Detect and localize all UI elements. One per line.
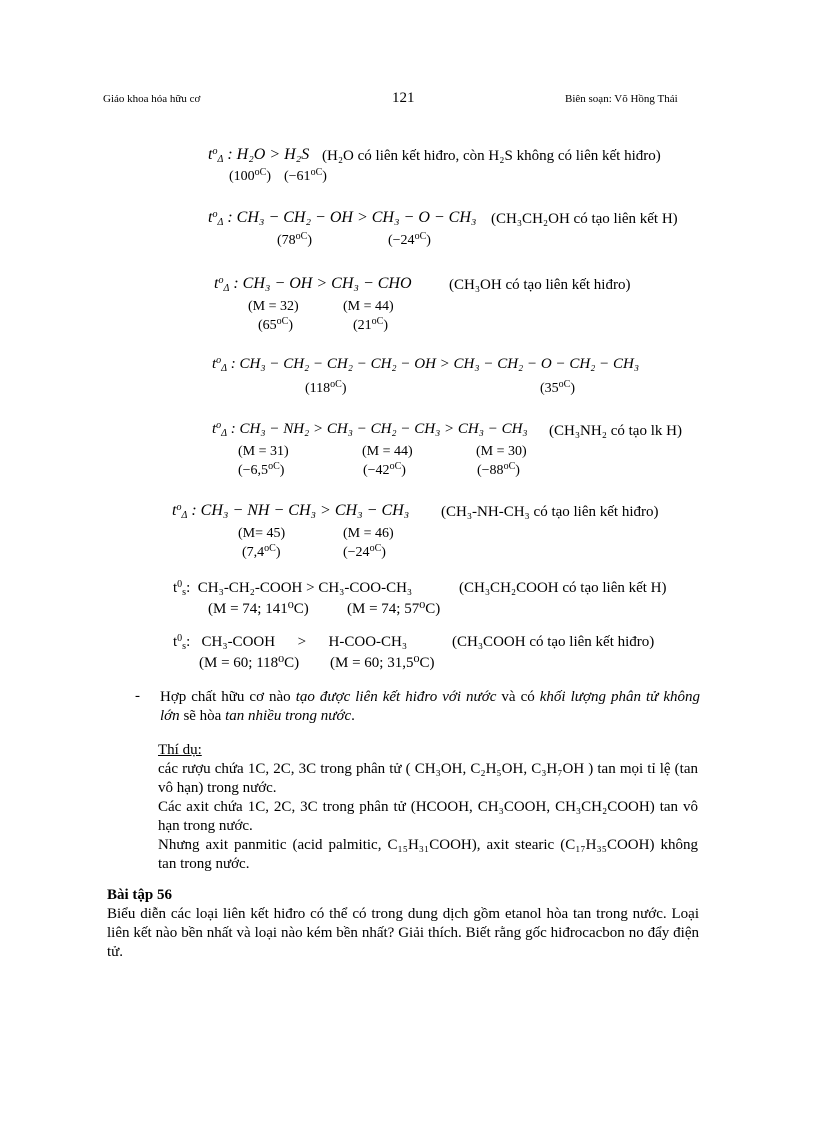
exercise-text: Biểu diễn các loại liên kết hiđro có thể có trong dung dịch gồm etanol hòa tan trong nước. Loại liên kết nào bền nhất và loại nào kém bền nhất? Giải thích. Biết rằng gốc hiđrocacbon no đẩy điện tử. <box>107 906 699 960</box>
comparison-3-value-a: $(65^{oC})$ <box>258 316 294 333</box>
comparison-5-value-c: $(-88^{oC})$ <box>477 461 520 478</box>
comparison-3-note: (CH₃OH có tạo liên kết hiđro) <box>449 277 631 293</box>
comparison-3-value-b: $(21^{oC})$ <box>353 316 389 333</box>
comparison-8-value-b: (M = 60; 31,5⁰C) <box>330 655 435 671</box>
comparison-5-mass-b: (M = 44) <box>362 444 413 459</box>
comparison-5-value-b: $(-42^{oC})$ <box>363 461 406 478</box>
page-number: 121 <box>392 90 415 106</box>
comparison-5-mass-a: (M = 31) <box>238 444 289 459</box>
comparison-3-mass-b: (M = 44) <box>343 299 394 314</box>
bullet-dash: - <box>135 688 140 704</box>
bullet-text: Hợp chất hữu cơ nào tạo được liên kết hiđro với nước và có khối lượng phân tử không lớn sẽ hòa tan nhiều trong nước. <box>160 689 701 724</box>
comparison-3-mass-a: (M = 32) <box>248 299 299 314</box>
comparison-6-mass-a: (M= 45) <box>238 526 286 541</box>
comparison-2-value-a: $(78^{oC})$ <box>277 231 313 248</box>
comparison-5-value-a: $(-6,5^{oC})$ <box>238 461 285 478</box>
comparison-2-note: (CH₃CH₂OH có tạo liên kết H) <box>491 211 678 227</box>
comparison-4-value-a: $(118^{oC})$ <box>305 379 347 396</box>
example-title: Thí dụ: <box>158 742 202 758</box>
comparison-2-value-b: $(-24^{oC})$ <box>388 231 431 248</box>
comparison-1-value-b: $(-61^{oC})$ <box>284 167 327 184</box>
comparison-2-formula: $t^o_\Delta$ : CH₃ − CH₂ − OH > CH₃ − O − CH₃ <box>208 209 477 228</box>
comparison-4-value-b: $(35^{oC})$ <box>540 379 576 396</box>
comparison-1-note: (H₂O có liên kết hiđro, còn H₂S không có liên kết hiđro) <box>322 148 661 164</box>
comparison-3-formula: $t^o_\Delta$ : CH₃ − OH > CH₃ − CHO <box>214 275 412 294</box>
comparison-7-value-b: (M = 74; 57⁰C) <box>347 601 441 617</box>
comparison-1-formula: $t^o_\Delta$ : H₂O > H₂S <box>208 146 310 165</box>
exercise-title: Bài tập 56 <box>107 887 173 903</box>
example-line-3: Nhưng axit panmitic (acid palmitic, C₁₅H₃₁COOH), axit stearic (C₁₇H₃₅COOH) không tan trong nước. <box>158 837 698 872</box>
comparison-8-note: (CH₃COOH có tạo liên kết hiđro) <box>452 634 655 650</box>
comparison-7-note: (CH₃CH₂COOH có tạo liên kết H) <box>459 580 667 596</box>
example-line-2: Các axit chứa 1C, 2C, 3C trong phân tử (HCOOH, CH₃COOH, CH₃CH₂COOH) tan vô hạn trong nước. <box>158 799 698 834</box>
comparison-6-value-a: $(7,4^{oC})$ <box>242 543 281 560</box>
example-line-1: các rượu chứa 1C, 2C, 3C trong phân tử ( CH₃OH, C₂H₅OH, C₃H₇OH ) tan mọi tỉ lệ (tan vô hạn) trong nước. <box>158 761 698 796</box>
comparison-7-value-a: (M = 74; 141⁰C) <box>208 601 309 617</box>
comparison-7-formula: $t^0_s$: CH₃-CH₂-COOH > CH₃-COO-CH₃ <box>173 579 413 598</box>
comparison-6-mass-b: (M = 46) <box>343 526 394 541</box>
header-left: Giáo khoa hóa hữu cơ <box>103 93 201 105</box>
comparison-5-note: (CH₃NH₂ có tạo lk H) <box>549 423 682 439</box>
comparison-5-mass-c: (M = 30) <box>476 444 527 459</box>
comparison-6-value-b: $(-24^{oC})$ <box>343 543 386 560</box>
header-right: Biên soạn: Võ Hồng Thái <box>565 93 678 105</box>
comparison-1-value-a: $(100^{oC})$ <box>229 167 272 184</box>
comparison-6-formula: $t^o_\Delta$ : CH₃ − NH − CH₃ > CH₃ − CH₃ <box>172 502 410 521</box>
comparison-8-value-a: (M = 60; 118⁰C) <box>199 655 300 671</box>
comparison-6-note: (CH₃-NH-CH₃ có tạo liên kết hiđro) <box>441 504 659 520</box>
comparison-4-formula: $t^o_\Delta$ : CH₃ − CH₂ − CH₂ − CH₂ − OH > CH₃ − CH₂ − O − CH₂ − CH₃ <box>212 355 640 374</box>
comparison-5-formula: $t^o_\Delta$ : CH₃ − NH₂ > CH₃ − CH₂ − CH₃ > CH₃ − CH₃ <box>212 420 528 439</box>
comparison-8-formula: $t^0_s$: CH₃-COOH > H-COO-CH₃ <box>173 633 408 652</box>
